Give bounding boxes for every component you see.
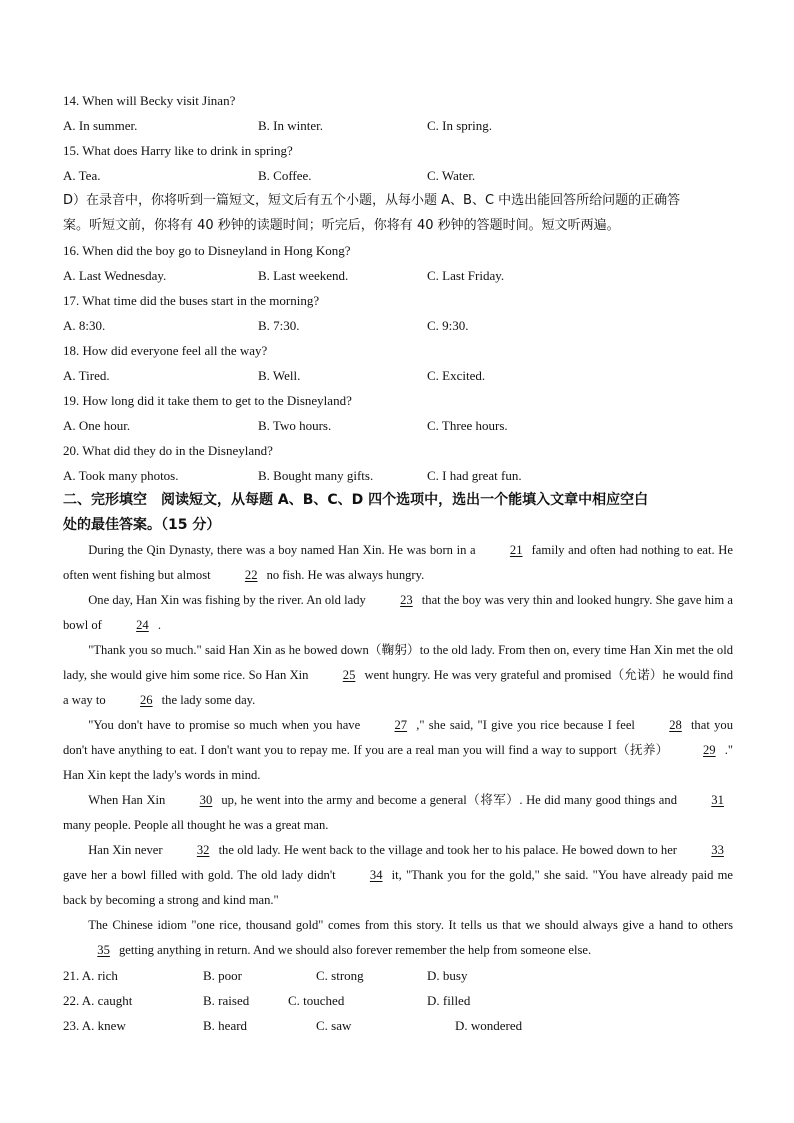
choice-b: B. raised: [203, 993, 250, 1008]
passage-text: family and often had nothing to eat. He often went fishing but almost: [63, 543, 733, 582]
blank-29: 29: [703, 743, 716, 757]
blank-35: 35: [97, 943, 110, 957]
passage-text: ." Han Xin kept the lady's words in mind.: [63, 743, 733, 782]
choice-a: 22. A. caught: [63, 993, 133, 1008]
blank-23: 23: [400, 593, 413, 607]
option-b: B. In winter.: [258, 118, 323, 133]
question-19-options: [63, 413, 733, 438]
question-18-stem: 18. How did everyone feel all the way?: [63, 343, 268, 358]
passage-text: "Thank you so much." said Han Xin as he bowed down（鞠躬）to the old lady. From then on, every time Han Xin met the old lady, she would give him some rice. So Han Xin: [63, 643, 733, 682]
passage-text: .: [157, 618, 161, 632]
blank-27: 27: [394, 718, 408, 732]
choice-d: D. wondered: [455, 1018, 523, 1033]
option-a: A. 8:30.: [63, 318, 106, 333]
option-b: B. Coffee.: [258, 168, 312, 183]
section-d-instruction-line1: D）在录音中，你将听到一篇短文，短文后有五个小题，从每小题 A、B、C 中选出能回答所给问题的正确答: [63, 193, 681, 208]
section-2-heading-line2: 处的最佳答案。（15 分）: [63, 517, 221, 533]
blank-21: 21: [509, 543, 523, 557]
blank-25: 25: [342, 668, 356, 682]
passage-text: One day, Han Xin was fishing by the river. An old lady: [88, 593, 366, 607]
question-14-stem: 14. When will Becky visit Jinan?: [63, 93, 236, 108]
choice-b: B. poor: [203, 968, 242, 983]
option-c: C. In spring.: [427, 118, 492, 133]
option-a: A. Took many photos.: [63, 468, 179, 483]
option-a: A. Tired.: [63, 368, 110, 383]
question-15-stem: 15. What does Harry like to drink in spring?: [63, 143, 293, 158]
option-c: C. Three hours.: [427, 418, 508, 433]
passage-paragraph-5: [63, 788, 733, 838]
option-c: C. Water.: [427, 168, 476, 183]
choice-d: D. busy: [427, 968, 468, 983]
option-a: A. Tea.: [63, 168, 101, 183]
option-c: C. 9:30.: [427, 318, 469, 333]
option-b: B. Two hours.: [258, 418, 332, 433]
choice-row-21: [63, 963, 733, 988]
passage-text: When Han Xin: [88, 793, 166, 807]
passage-text: the lady some day.: [161, 693, 256, 707]
choice-row-22: [63, 988, 733, 1013]
passage-text: it, "Thank you for the gold," she said. "You have already paid me back by becoming a strong and kind man.": [63, 868, 733, 907]
choice-a: 21. A. rich: [63, 968, 118, 983]
question-15-options: [63, 163, 733, 188]
question-20-options: [63, 463, 733, 488]
passage-text: went hungry. He was very grateful and promised（允诺）he would find a way to: [63, 668, 734, 707]
section-d-instruction-line2: 案。听短文前，你将有 40 秒钟的读题时间；听完后，你将有 40 秒钟的答题时间。短文听两遍。: [63, 218, 620, 233]
option-a: A. In summer.: [63, 118, 138, 133]
choice-row-23: [63, 1013, 733, 1038]
blank-32: 32: [196, 843, 210, 857]
passage-text: up, he went into the army and become a general（将军）. He did many good things and: [221, 793, 677, 807]
option-b: B. Bought many gifts.: [258, 468, 374, 483]
passage-text: Han Xin never: [88, 843, 163, 857]
passage-text: "You don't have to promise so much when you have: [88, 718, 361, 732]
passage-paragraph-6: [63, 838, 733, 913]
choice-c: C. strong: [316, 968, 364, 983]
question-14-options: [63, 113, 733, 138]
choice-a: 23. A. knew: [63, 1018, 126, 1033]
passage-text: The Chinese idiom "one rice, thousand gold" comes from this story. It tells us that we should always give a hand to others: [88, 918, 733, 932]
option-c: C. Excited.: [427, 368, 486, 383]
option-a: A. Last Wednesday.: [63, 268, 167, 283]
question-16-stem: 16. When did the boy go to Disneyland in Hong Kong?: [63, 243, 351, 258]
option-a: A. One hour.: [63, 418, 131, 433]
passage-text: the old lady. He went back to the village and took her to his palace. He bowed down to her: [218, 843, 677, 857]
passage-paragraph-2: [63, 588, 733, 638]
blank-24: 24: [136, 618, 149, 632]
exam-page: [63, 88, 733, 1038]
passage-paragraph-7: [63, 913, 733, 963]
passage-text: ," she said, "I give you rice because I feel: [416, 718, 635, 732]
option-c: C. I had great fun.: [427, 468, 522, 483]
choice-d: D. filled: [427, 993, 471, 1008]
passage-text: that you don't have anything to eat. I don't want you to repay me. If you are a real man you will find a way to support（抚养）: [63, 718, 733, 757]
passage-text: getting anything in return. And we should also forever remember the help from someone else.: [119, 943, 592, 957]
passage-paragraph-3: [63, 638, 733, 713]
passage-text: gave her a bowl filled with gold. The old lady didn't: [63, 868, 336, 882]
blank-28: 28: [669, 718, 682, 732]
blank-22: 22: [244, 568, 258, 582]
passage-text: many people. People all thought he was a great man.: [63, 818, 329, 832]
blank-34: 34: [369, 868, 383, 882]
passage-paragraph-1: [63, 538, 733, 588]
passage-text: During the Qin Dynasty, there was a boy named Han Xin. He was born in a: [88, 543, 476, 557]
choice-c: C. touched: [288, 993, 345, 1008]
option-c: C. Last Friday.: [427, 268, 505, 283]
blank-30: 30: [199, 793, 213, 807]
blank-33: 33: [711, 843, 724, 857]
option-b: B. Well.: [258, 368, 301, 383]
choice-c: C. saw: [316, 1018, 352, 1033]
blank-26: 26: [139, 693, 153, 707]
question-17-options: [63, 313, 733, 338]
option-b: B. 7:30.: [258, 318, 300, 333]
question-20-stem: 20. What did they do in the Disneyland?: [63, 443, 273, 458]
blank-31: 31: [711, 793, 724, 807]
question-19-stem: 19. How long did it take them to get to the Disneyland?: [63, 393, 352, 408]
choice-b: B. heard: [203, 1018, 248, 1033]
question-16-options: [63, 263, 733, 288]
question-18-options: [63, 363, 733, 388]
option-b: B. Last weekend.: [258, 268, 349, 283]
passage-text: that the boy was very thin and looked hungry. She gave him a bowl of: [63, 593, 733, 632]
passage-text: no fish. He was always hungry.: [266, 568, 425, 582]
section-2-heading-line1: 二、完形填空 阅读短文，从每题 A、B、C、D 四个选项中，选出一个能填入文章中相应空白: [63, 492, 649, 508]
passage-paragraph-4: [63, 713, 733, 788]
question-17-stem: 17. What time did the buses start in the morning?: [63, 293, 320, 308]
